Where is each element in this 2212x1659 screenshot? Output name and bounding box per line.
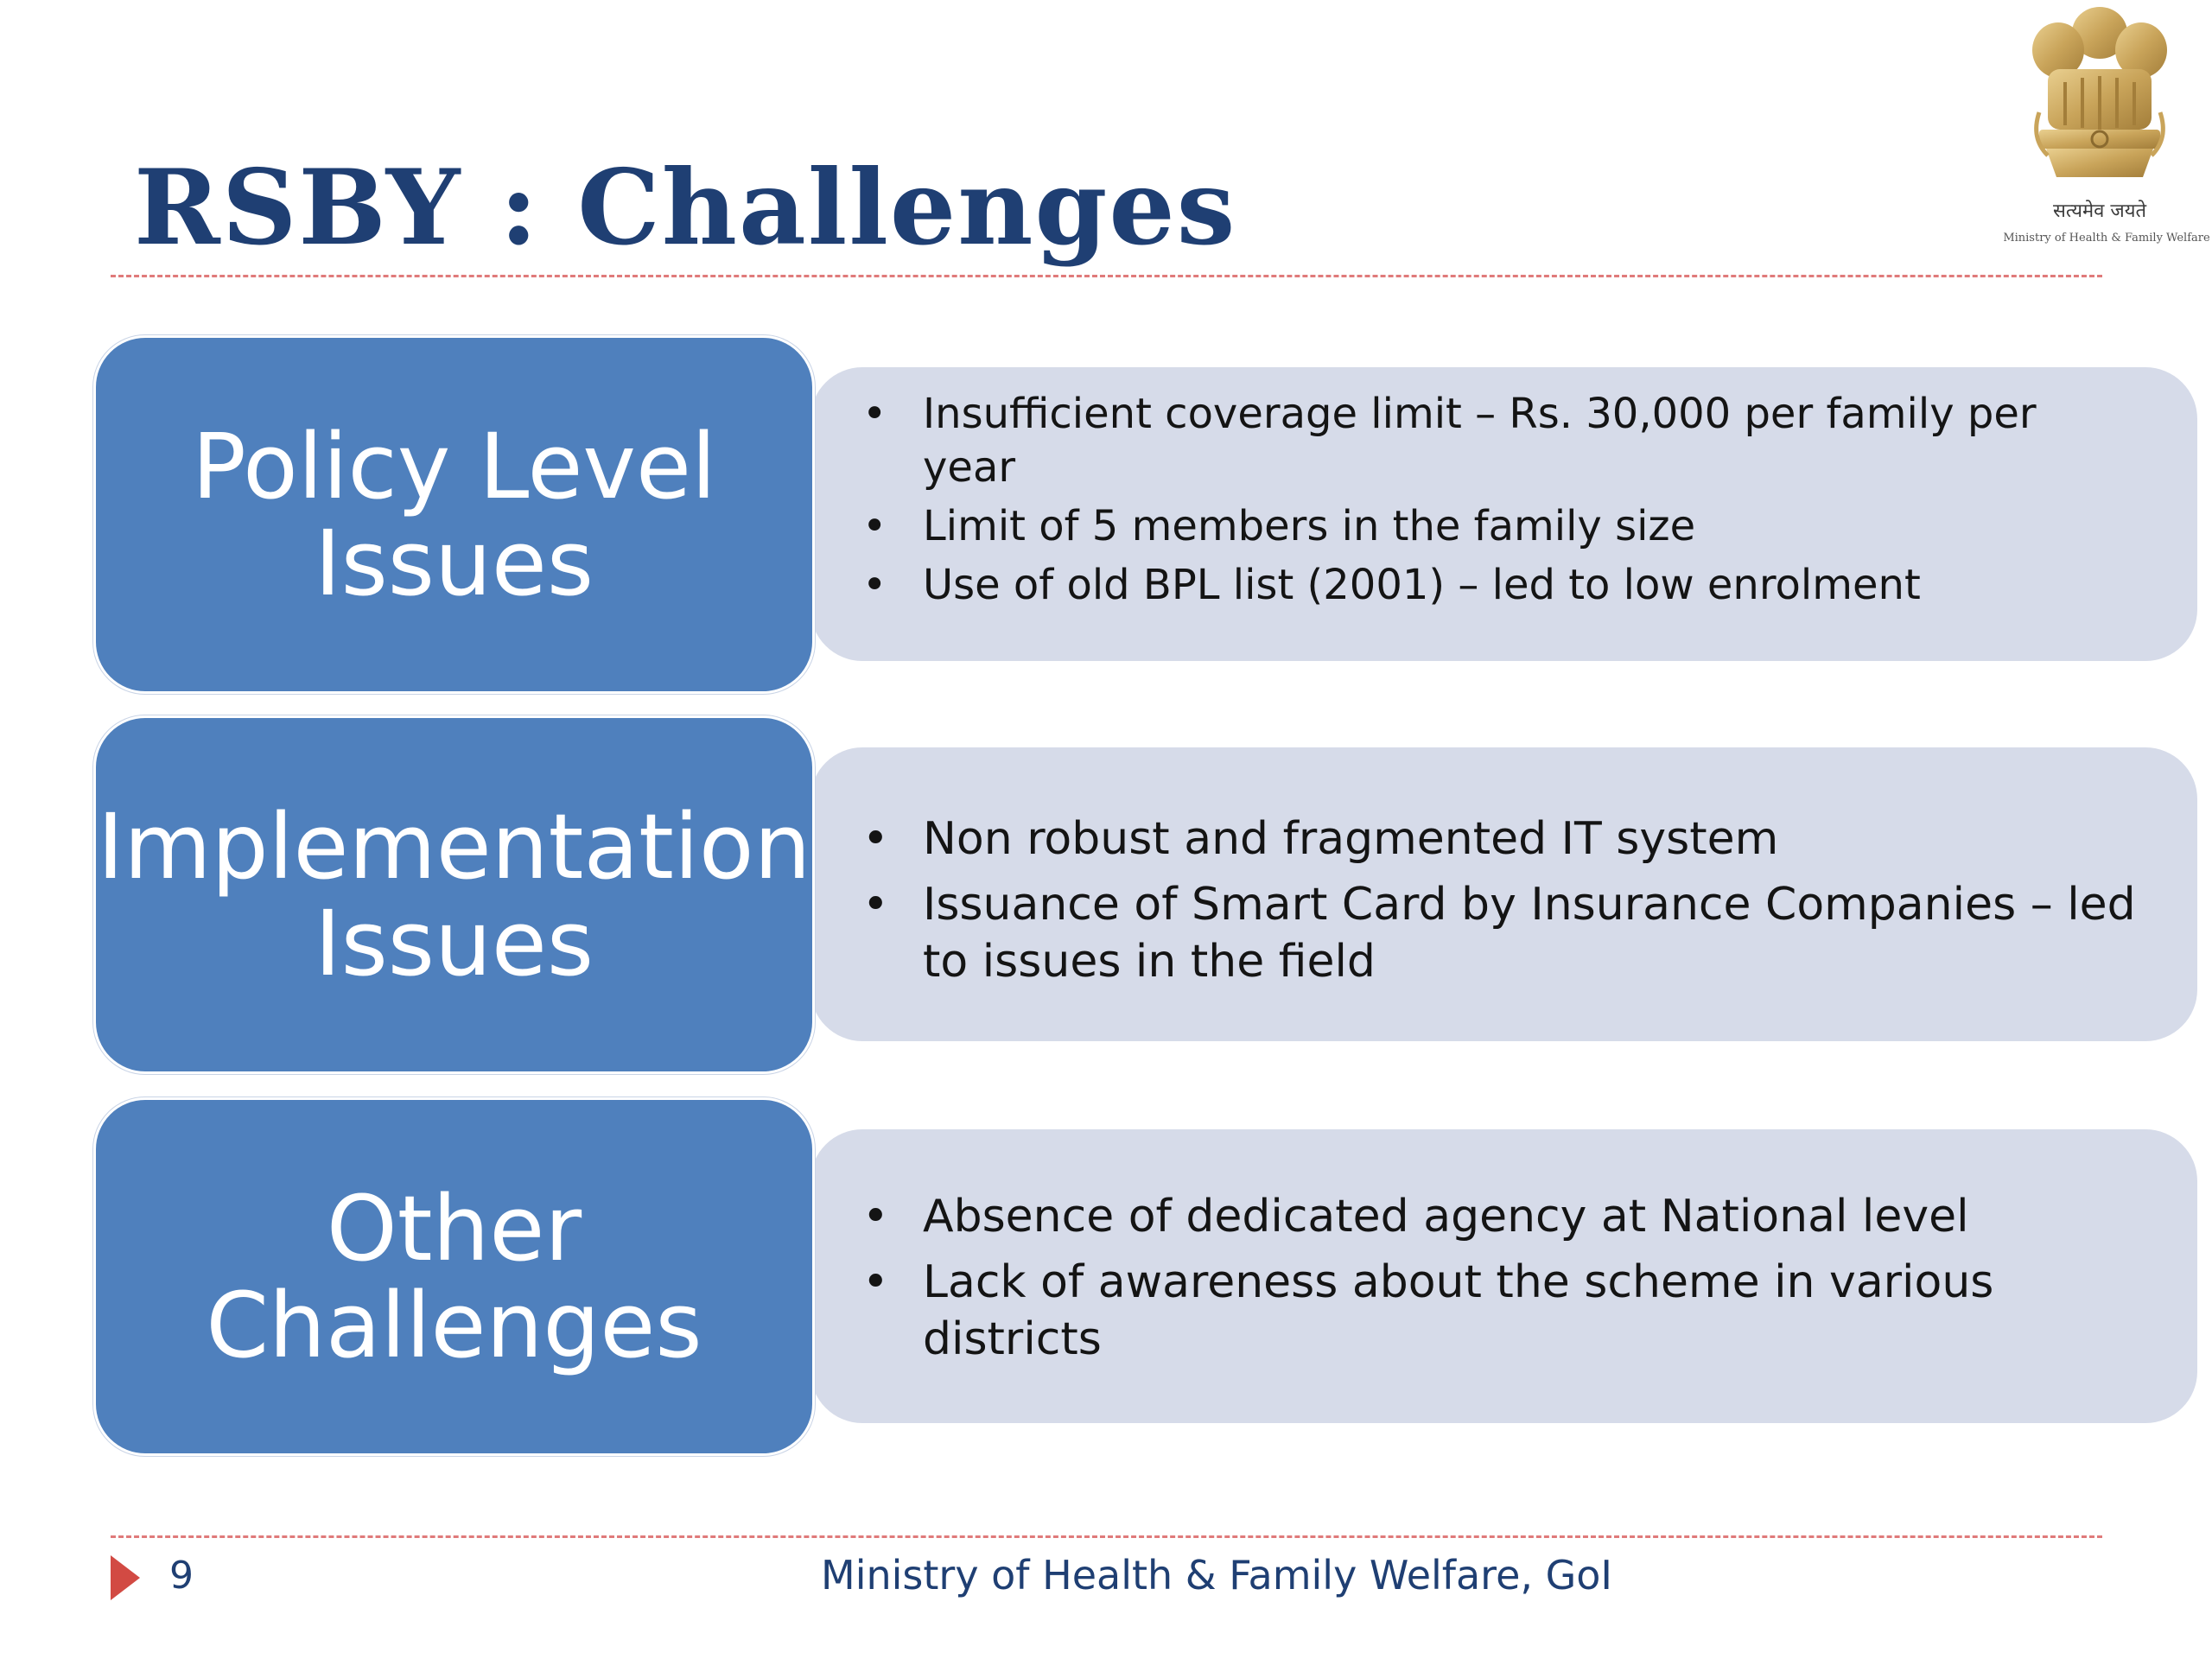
footer-ministry: Ministry of Health & Family Welfare, GoI xyxy=(821,1552,1612,1599)
bullet-item: • Absence of dedicated agency at National level xyxy=(862,1188,2141,1245)
bullet-list xyxy=(862,1188,2141,1376)
emblem-motto: सत्यमेव जयते xyxy=(2052,200,2147,222)
bullet-list xyxy=(862,387,2141,617)
section-label-line: Implementation xyxy=(97,793,811,899)
bullet-item: • Lack of awareness about the scheme in various districts xyxy=(862,1254,2141,1368)
section-label-line: Policy Level xyxy=(192,413,716,519)
section-label-box xyxy=(93,335,815,694)
emblem xyxy=(2003,0,2212,259)
section-policy-level xyxy=(93,335,2107,694)
bullet-item: • Use of old BPL list (2001) – led to low enrolment xyxy=(862,558,2141,612)
section-label-box xyxy=(93,715,815,1074)
section-implementation xyxy=(93,715,2136,1074)
section-label-line: Other xyxy=(326,1175,582,1281)
page-number: 9 xyxy=(169,1554,194,1598)
triangle-right-icon xyxy=(111,1555,140,1600)
footer-divider xyxy=(111,1535,2102,1538)
emblem-ministry-caption: Ministry of Health & Family Welfare xyxy=(2003,232,2210,245)
section-label-box xyxy=(93,1097,815,1456)
slide-title: RSBY : Challenges xyxy=(134,147,1237,269)
bullet-item: • Non robust and fragmented IT system xyxy=(862,810,2141,868)
section-label-line: Challenges xyxy=(206,1272,702,1378)
section-label-line: Issues xyxy=(314,890,594,996)
title-divider xyxy=(111,275,2102,277)
bullet-item: • Issuance of Smart Card by Insurance Companies – led to issues in the field xyxy=(862,876,2141,990)
bullet-list xyxy=(862,810,2141,999)
section-label-line: Issues xyxy=(314,510,594,616)
bullet-item: • Insufficient coverage limit – Rs. 30,000 per family per year xyxy=(862,387,2141,494)
national-emblem-icon xyxy=(2013,0,2186,199)
section-other-challenges xyxy=(93,1097,2107,1456)
bullet-item: • Limit of 5 members in the family size xyxy=(862,499,2141,553)
